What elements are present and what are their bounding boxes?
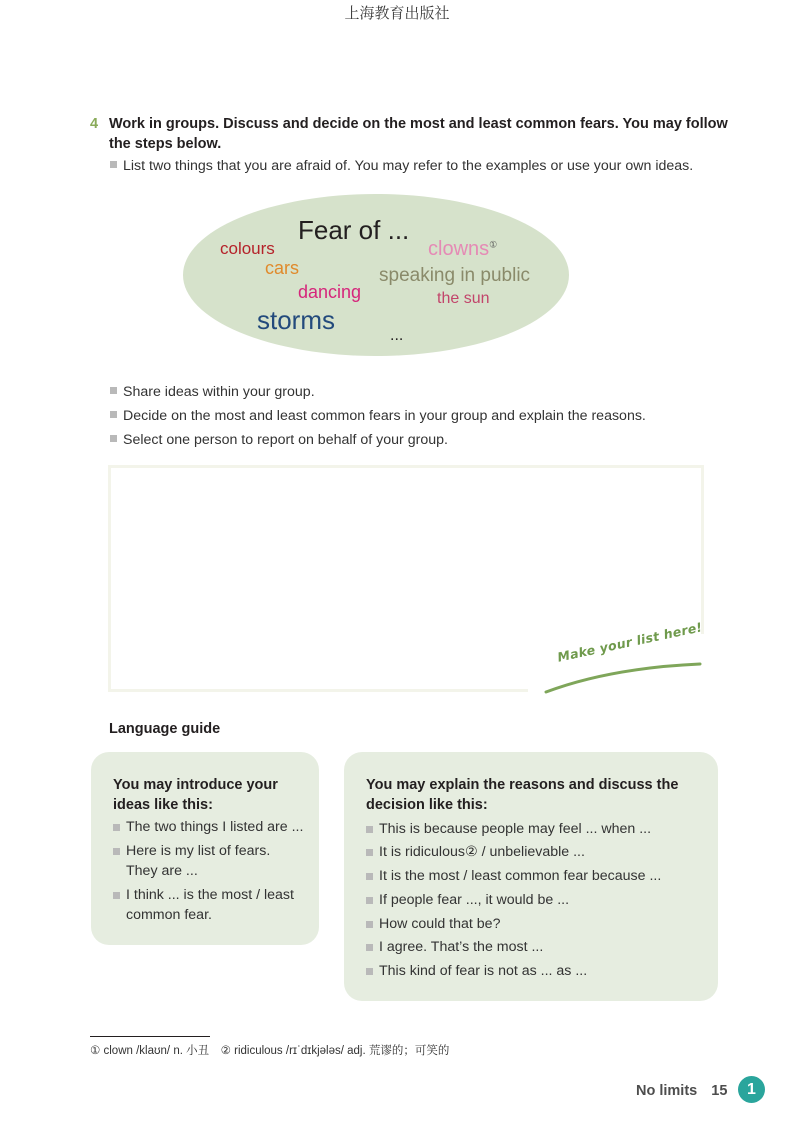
cloud-title: Fear of ...	[298, 215, 410, 245]
footnote-divider	[90, 1036, 210, 1037]
list-item	[366, 914, 706, 934]
right-box-heading: You may explain the reasons and discuss the decision like this:	[366, 777, 679, 813]
task-text: Work in groups. Discuss and decide on the most and least common fears. You may follow the steps below.	[109, 116, 728, 152]
footnote-mark: ①	[489, 239, 498, 250]
page-number: 15	[711, 1083, 728, 1099]
bullet-square	[366, 849, 373, 856]
bullet-square	[366, 944, 373, 951]
list-item	[113, 885, 308, 925]
bullet-square	[366, 968, 373, 975]
publisher-name: 上海教育出版社	[344, 4, 450, 22]
task-number: 4	[90, 116, 99, 132]
list-item-text: I think ... is the most / least common fear.	[126, 887, 294, 923]
list-item-text: This is because people may feel ... when ...	[379, 821, 652, 837]
list-item	[113, 841, 283, 881]
bullet-square	[113, 892, 120, 899]
language-guide-right-box	[344, 752, 718, 1001]
language-guide-left-box	[91, 752, 319, 945]
step-text: Decide on the most and least common fears in your group and explain the reasons.	[123, 408, 646, 424]
list-item-text: This kind of fear is not as ... as ...	[379, 963, 588, 979]
list-item-text: If people fear ..., it would be ...	[379, 892, 570, 908]
page-footer	[636, 1083, 727, 1099]
list-item-text: How could that be?	[379, 916, 501, 932]
cloud-word-cars: cars	[265, 258, 300, 278]
cloud-word-speaking: speaking in public	[379, 265, 531, 286]
make-list-label: Make your list here!	[556, 619, 704, 665]
bullet-square	[110, 411, 117, 418]
list-item	[366, 842, 706, 862]
list-item	[366, 819, 706, 839]
list-item	[366, 937, 706, 957]
bullet-square	[366, 897, 373, 904]
cloud-word-colours: colours	[220, 239, 275, 258]
step-item	[110, 406, 646, 426]
cloud-word-dancing: dancing	[298, 282, 362, 302]
step-text: Share ideas within your group.	[123, 384, 315, 400]
step-item	[110, 430, 448, 450]
step-item	[110, 382, 315, 402]
unit-number-badge: 1	[738, 1076, 765, 1103]
step-text: List two things that you are afraid of. You may refer to the examples or use your own ideas.	[123, 158, 694, 174]
fear-word-cloud	[183, 194, 569, 356]
list-item	[366, 961, 706, 981]
bullet-square	[110, 387, 117, 394]
list-item	[366, 866, 706, 886]
bullet-square	[113, 824, 120, 831]
bullet-square	[110, 161, 117, 168]
bullet-square	[113, 848, 120, 855]
bullet-square	[366, 826, 373, 833]
footnotes: ① clown /klaʊn/ n. 小丑 ② ridiculous /rɪˈdɪkjələs/ adj. 荒谬的；可笑的	[90, 1045, 450, 1057]
list-item-text: It is the most / least common fear because ...	[379, 868, 662, 884]
bullet-square	[366, 921, 373, 928]
bullet-square	[366, 873, 373, 880]
cloud-word-sun: the sun	[437, 290, 490, 307]
cloud-word-storms: storms	[257, 305, 335, 335]
cloud-word-clowns: clowns①	[428, 238, 498, 260]
left-box-heading: You may introduce your ideas like this:	[113, 777, 278, 813]
list-item-text: I agree. That’s the most ...	[379, 939, 544, 955]
list-item	[366, 890, 706, 910]
step-text: Select one person to report on behalf of your group.	[123, 432, 448, 448]
language-guide-title: Language guide	[109, 721, 221, 737]
list-item-text: It is ridiculous② / unbelievable ...	[379, 844, 585, 860]
task-instruction	[90, 114, 730, 154]
list-item	[113, 817, 313, 837]
list-item-text: Here is my list of fears. They are ...	[126, 843, 271, 879]
list-item-text: The two things I listed are ...	[126, 819, 304, 835]
bullet-square	[110, 435, 117, 442]
book-title: No limits	[636, 1083, 698, 1099]
step-item	[110, 156, 693, 176]
cloud-word-more: ...	[390, 327, 404, 344]
